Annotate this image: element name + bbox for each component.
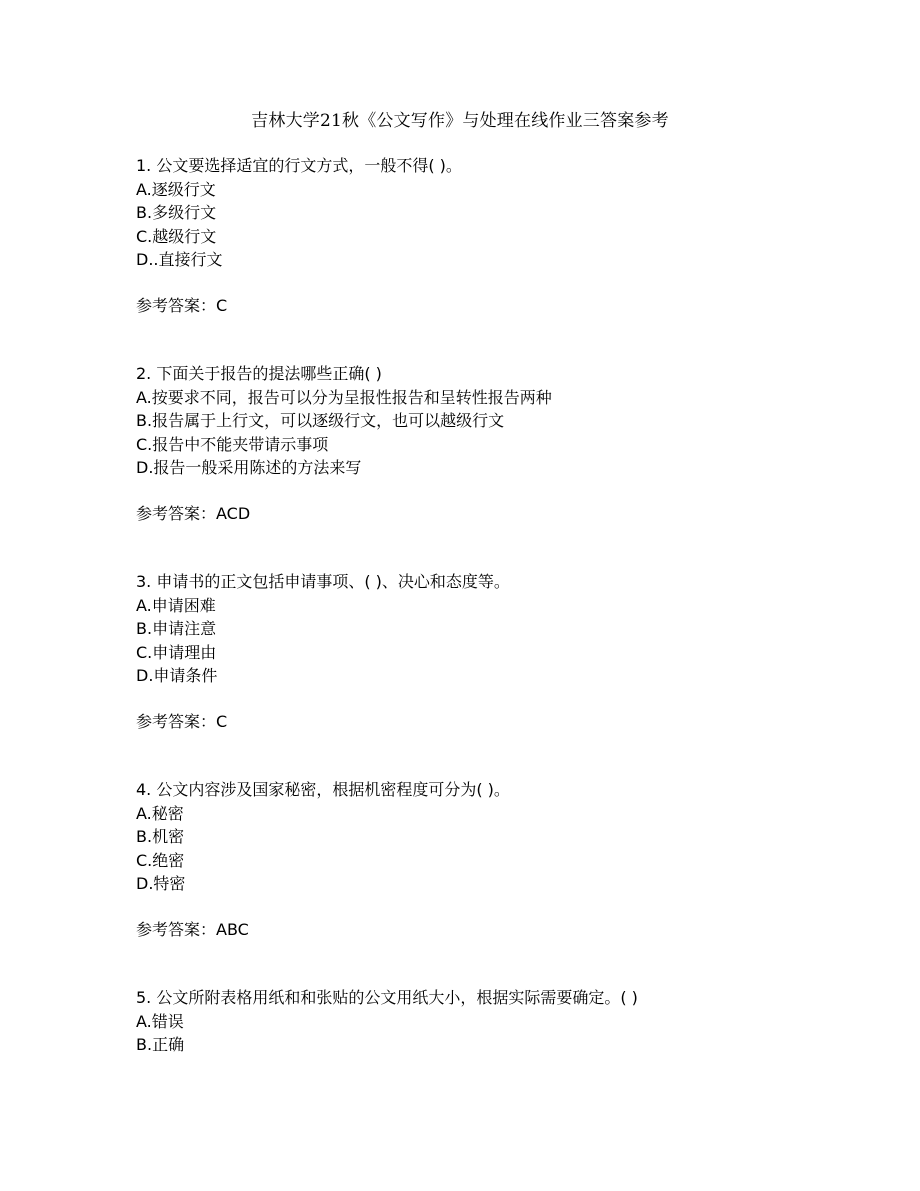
question-4	[136, 778, 836, 941]
question-stem: 4. 公文内容涉及国家秘密，根据机密程度可分为( )。	[136, 780, 510, 799]
option-b: B.申请注意	[136, 619, 217, 638]
option-a: A.逐级行文	[136, 179, 216, 199]
option-d: D.申请条件	[136, 666, 218, 685]
option-a: A.申请困难	[136, 595, 216, 615]
option-b: B.报告属于上行文，可以逐级行文，也可以越级行文	[136, 411, 505, 430]
option-b: B.多级行文	[136, 203, 217, 222]
question-1	[136, 154, 836, 317]
question-stem: 2. 下面关于报告的提法哪些正确( )	[136, 364, 382, 383]
option-c: C.越级行文	[136, 226, 217, 246]
option-c: C.申请理由	[136, 642, 217, 662]
reference-answer: 参考答案：ACD	[136, 503, 251, 523]
option-a: A.秘密	[136, 803, 184, 823]
option-c: C.绝密	[136, 850, 185, 870]
question-stem: 1. 公文要选择适宜的行文方式，一般不得( )。	[136, 156, 462, 175]
option-a: A.按要求不同，报告可以分为呈报性报告和呈转性报告两种	[136, 387, 552, 407]
option-c: C.报告中不能夹带请示事项	[136, 434, 329, 454]
option-d: D.特密	[136, 874, 186, 893]
option-d: D.报告一般采用陈述的方法来写	[136, 458, 362, 477]
question-stem: 5. 公文所附表格用纸和和张贴的公文用纸大小，根据实际需要确定。( )	[136, 988, 638, 1007]
reference-answer: 参考答案：C	[136, 711, 228, 731]
question-stem: 3. 申请书的正文包括申请事项、( )、决心和态度等。	[136, 572, 510, 591]
question-5	[136, 986, 836, 1057]
option-a: A.错误	[136, 1011, 184, 1031]
option-b: B.机密	[136, 827, 185, 846]
option-b: B.正确	[136, 1035, 185, 1054]
option-d: D..直接行文	[136, 250, 223, 269]
reference-answer: 参考答案：ABC	[136, 919, 249, 939]
reference-answer: 参考答案：C	[136, 295, 228, 315]
document-title: 吉林大学21秋《公文写作》与处理在线作业三答案参考	[251, 111, 669, 131]
question-2	[136, 362, 836, 525]
question-3	[136, 570, 836, 733]
